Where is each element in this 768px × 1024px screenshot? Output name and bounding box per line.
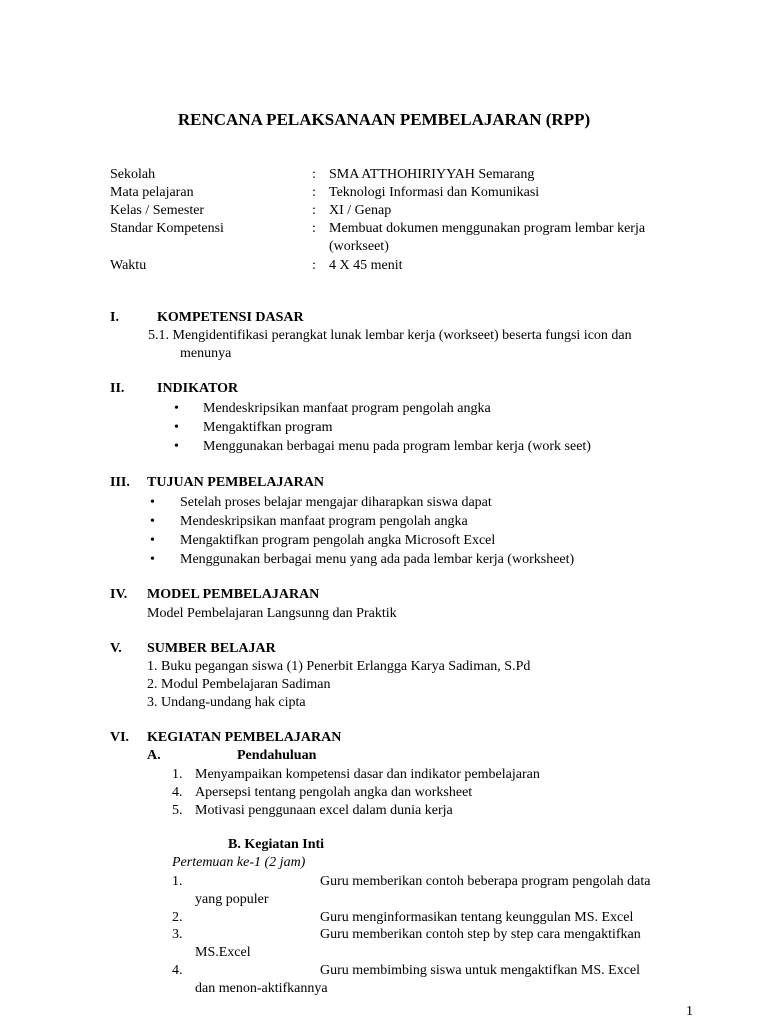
identity-label: Mata pelajaran: [110, 185, 194, 200]
subsection-heading: Pendahuluan: [237, 748, 317, 763]
identity-colon: :: [312, 185, 316, 200]
bullet-icon: •: [150, 533, 155, 548]
identity-colon: :: [312, 203, 316, 218]
identity-value: 4 X 45 menit: [329, 258, 403, 273]
section-number: I.: [110, 310, 119, 325]
list-number: 3.: [172, 927, 183, 942]
section-number: II.: [110, 381, 125, 396]
subsection-label: A.: [147, 748, 161, 763]
list-item: Guru memberikan contoh step by step cara mengaktifkan: [320, 927, 641, 942]
section-heading: KOMPETENSI DASAR: [157, 310, 304, 325]
list-item-continued: dan menon-aktifkannya: [195, 981, 328, 996]
section-number: V.: [110, 641, 122, 656]
list-item: 5.1. Mengidentifikasi perangkat lunak lembar kerja (workseet) beserta fungsi icon dan: [148, 328, 632, 343]
list-number: 4.: [172, 963, 183, 978]
identity-label: Waktu: [110, 258, 147, 273]
section-number: VI.: [110, 730, 130, 745]
identity-label: Kelas / Semester: [110, 203, 205, 218]
identity-colon: :: [312, 258, 316, 273]
list-number: 2.: [172, 910, 183, 925]
list-item: Model Pembelajaran Langsunng dan Praktik: [147, 606, 397, 621]
list-item: Menggunakan berbagai menu pada program lembar kerja (work seet): [203, 439, 591, 454]
bullet-icon: •: [174, 401, 179, 416]
section-heading: MODEL PEMBELAJARAN: [147, 587, 320, 602]
list-item: 2. Modul Pembelajaran Sadiman: [147, 677, 331, 692]
list-item: Menggunakan berbagai menu yang ada pada lembar kerja (worksheet): [180, 552, 575, 567]
bullet-icon: •: [150, 514, 155, 529]
list-item: 1. Buku pegangan siswa (1) Penerbit Erlangga Karya Sadiman, S.Pd: [147, 659, 531, 674]
section-heading: KEGIATAN PEMBELAJARAN: [147, 730, 342, 745]
list-item: Guru memberikan contoh beberapa program pengolah data: [320, 874, 651, 889]
subsection-heading: B. Kegiatan Inti: [228, 837, 325, 852]
section-number: III.: [110, 475, 130, 490]
bullet-icon: •: [174, 420, 179, 435]
list-number: 4.: [172, 785, 183, 800]
identity-value: SMA ATTHOHIRIYYAH Semarang: [329, 167, 535, 182]
list-item: Apersepsi tentang pengolah angka dan worksheet: [195, 785, 473, 800]
list-item: Mengaktifkan program: [203, 420, 333, 435]
bullet-icon: •: [174, 439, 179, 454]
list-item: Setelah proses belajar mengajar diharapkan siswa dapat: [180, 495, 492, 510]
page-number: 1: [686, 1004, 693, 1019]
list-number: 5.: [172, 803, 183, 818]
identity-value-continued: (workseet): [329, 239, 389, 254]
identity-value: Teknologi Informasi dan Komunikasi: [329, 185, 540, 200]
list-item: Mengaktifkan program pengolah angka Microsoft Excel: [180, 533, 496, 548]
list-item: Guru membimbing siswa untuk mengaktifkan MS. Excel: [320, 963, 641, 978]
identity-value: XI / Genap: [329, 203, 392, 218]
document-title: RENCANA PELAKSANAAN PEMBELAJARAN (RPP): [177, 110, 591, 129]
bullet-icon: •: [150, 495, 155, 510]
list-number: 1.: [172, 767, 183, 782]
section-heading: INDIKATOR: [157, 381, 239, 396]
list-item: 3. Undang-undang hak cipta: [147, 695, 306, 710]
identity-label: Standar Kompetensi: [110, 221, 224, 236]
bullet-icon: •: [150, 552, 155, 567]
list-item-continued: MS.Excel: [195, 945, 251, 960]
identity-value: Membuat dokumen menggunakan program lembar kerja: [329, 221, 646, 236]
meeting-label: Pertemuan ke-1 (2 jam): [172, 855, 306, 870]
list-item: Mendeskripsikan manfaat program pengolah angka: [180, 514, 468, 529]
list-item: Guru menginformasikan tentang keunggulan MS. Excel: [320, 910, 634, 925]
section-heading: SUMBER BELAJAR: [147, 641, 276, 656]
list-item-continued: menunya: [180, 346, 232, 361]
list-item: Mendeskripsikan manfaat program pengolah angka: [203, 401, 491, 416]
identity-label: Sekolah: [110, 167, 156, 182]
list-number: 1.: [172, 874, 183, 889]
list-item: Menyampaikan kompetensi dasar dan indikator pembelajaran: [195, 767, 540, 782]
identity-colon: :: [312, 221, 316, 236]
list-item: Motivasi penggunaan excel dalam dunia kerja: [195, 803, 453, 818]
list-item-continued: yang populer: [195, 892, 269, 907]
section-number: IV.: [110, 587, 128, 602]
identity-colon: :: [312, 167, 316, 182]
section-heading: TUJUAN PEMBELAJARAN: [147, 475, 324, 490]
